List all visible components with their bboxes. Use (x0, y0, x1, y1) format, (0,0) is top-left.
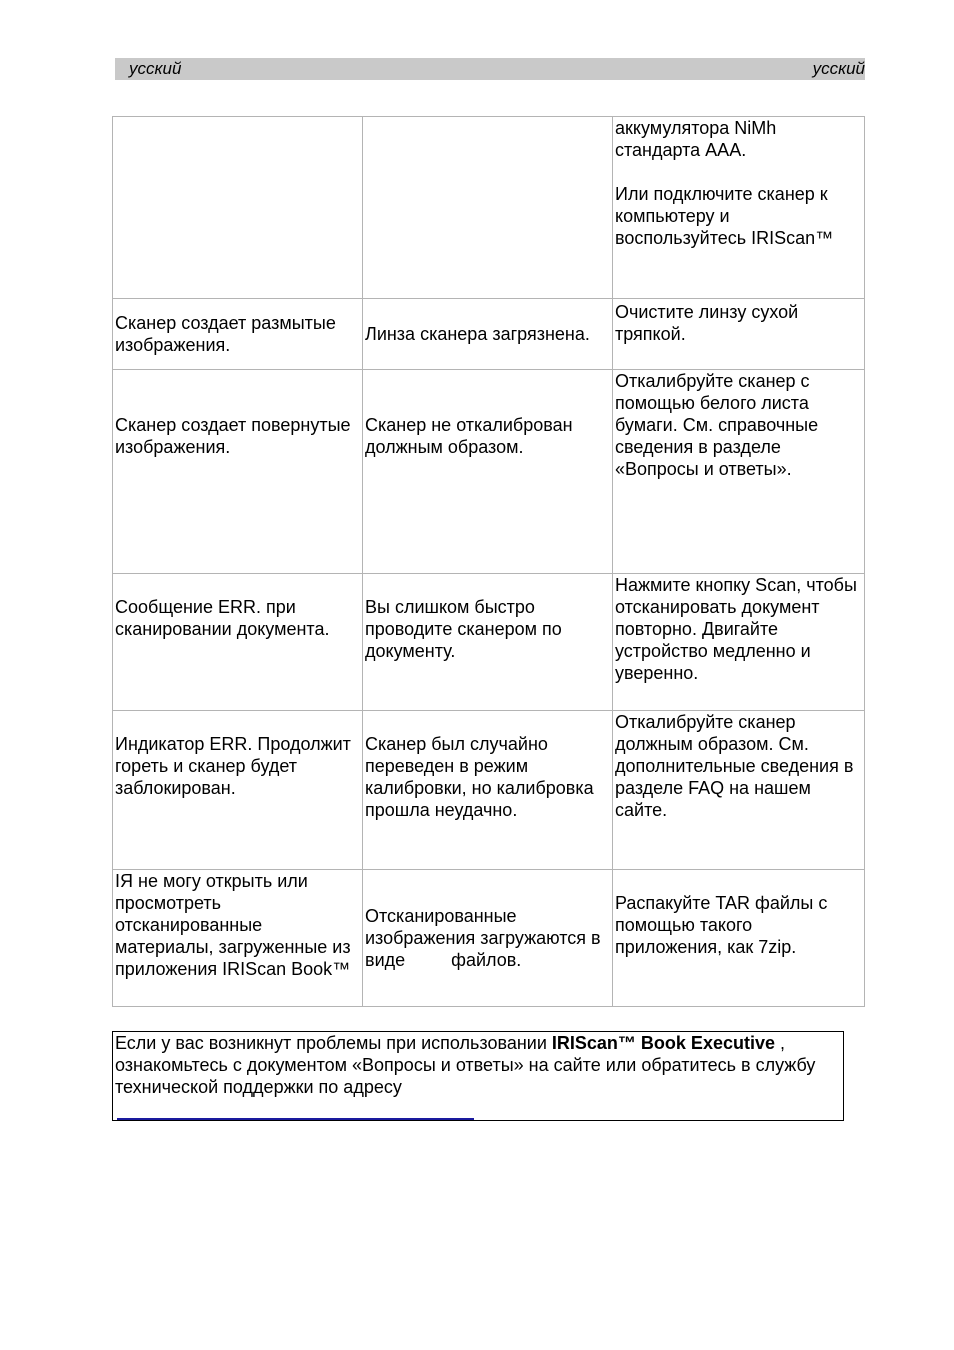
cause-cell: Вы слишком быстро проводите сканером по документу. (363, 574, 613, 711)
solution-cell: Распакуйте TAR файлы с помощью такого приложения, как 7zip. (613, 870, 865, 1007)
table-row (113, 370, 865, 574)
cause-cell: Сканер не откалиброван должным образом. (363, 370, 613, 574)
running-header (115, 58, 865, 80)
problem-cell (113, 117, 363, 299)
table-row (113, 299, 865, 370)
support-note (112, 1031, 844, 1121)
note-lead: Если у вас возникнут проблемы при использовании (115, 1033, 552, 1053)
note-product-name: IRIScan™ Book Executive (551, 1033, 775, 1053)
troubleshooting-table (112, 116, 865, 1007)
cause-text: Отсканированные изображения загружаются в виде (365, 906, 601, 970)
solution-cell: Откалибруйте сканер должным образом. См. дополнительные сведения в разделе FAQ на нашем сайте. (613, 711, 865, 870)
problem-cell: Индикатор ERR. Продолжит гореть и сканер будет заблокирован. (113, 711, 363, 870)
cause-text-end: файлов. (451, 950, 522, 970)
problem-cell: Сообщение ERR. при сканировании документа. (113, 574, 363, 711)
table-row (113, 711, 865, 870)
solution-cell: Нажмите кнопку Scan, чтобы отсканировать документ повторно. Двигайте устройство медленно и уверенно. (613, 574, 865, 711)
problem-cell: Сканер создает повернутые изображения. (113, 370, 363, 574)
cause-cell: Линза сканера загрязнена. (363, 299, 613, 370)
table-row (113, 870, 865, 1007)
table-row (113, 117, 865, 299)
solution-cell (613, 117, 865, 299)
solution-text-extra: Или подключите сканер к компьютеру и воспользуйтесь IRIScan™ (615, 184, 834, 248)
problem-cell: IЯ не могу открыть или просмотреть отсканированные материалы, загруженные из приложения IRIScan Book™ (113, 870, 363, 1007)
solution-cell: Откалибруйте сканер с помощью белого листа бумаги. См. справочные сведения в разделе «Вопросы и ответы». (613, 370, 865, 574)
cause-cell (363, 117, 613, 299)
note-rest: , ознакомьтесь с документом «Вопросы и ответы» на сайте или обратитесь в службу технической поддержки по адресу (115, 1033, 816, 1097)
cause-cell: Сканер был случайно переведен в режим калибровки, но калибровка прошла неудачно. (363, 711, 613, 870)
solution-text: аккумулятора NiMh стандарта AAA. (615, 118, 777, 160)
solution-cell: Очистите линзу сухой тряпкой. (613, 299, 865, 370)
header-language-right: усский (812, 59, 865, 78)
support-link-underline[interactable] (117, 1118, 474, 1120)
cause-cell (363, 870, 613, 1007)
header-language-left: усский (129, 59, 182, 78)
table-row (113, 574, 865, 711)
problem-cell: Сканер создает размытые изображения. (113, 299, 363, 370)
